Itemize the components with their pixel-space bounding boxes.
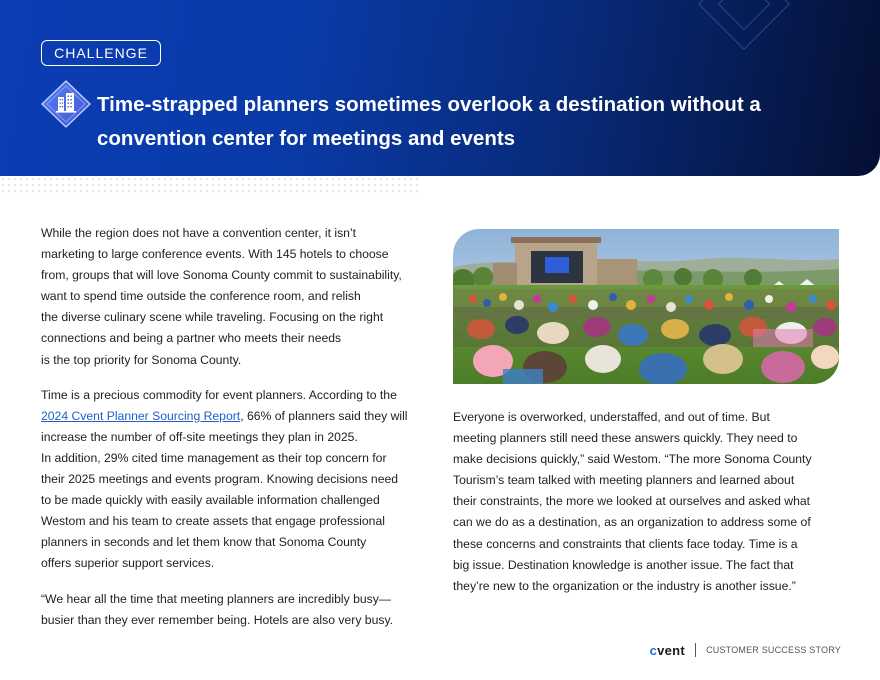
hero-banner bbox=[0, 0, 880, 176]
paragraph-intro bbox=[41, 223, 433, 371]
text-line: the diverse culinary scene while traveling. Focusing on the right bbox=[41, 310, 384, 325]
challenge-badge: CHALLENGE bbox=[41, 40, 161, 66]
footer-label: CUSTOMER SUCCESS STORY bbox=[706, 645, 841, 655]
text-line: Tourism’s team talked with meeting planners and learned about bbox=[453, 473, 795, 488]
text-line: can we do as a destination, as an organization to address some of bbox=[453, 515, 811, 530]
city-buildings-icon bbox=[41, 80, 91, 128]
text-line: want to spend time outside the conference room, and relish bbox=[41, 289, 361, 304]
page-headline: Time-strapped planners sometimes overlook a destination without a convention center for meetings and events bbox=[97, 93, 761, 150]
text-line: marketing to large conference events. With 145 hotels to choose bbox=[41, 247, 389, 262]
left-column bbox=[41, 223, 433, 631]
text-line: Westom and his team to create assets that engage professional bbox=[41, 514, 385, 529]
dot-pattern-decoration bbox=[0, 176, 420, 196]
text-line: In addition, 29% cited time management as their top concern for bbox=[41, 450, 387, 465]
text-line: busier than they ever remember being. Hotels are also very busy. bbox=[41, 612, 394, 627]
text-line: is the top priority for Sonoma County. bbox=[41, 352, 242, 367]
text-line: , 66% of planners said they will bbox=[240, 408, 408, 423]
footer-divider bbox=[695, 643, 696, 657]
text-line: their 2025 meetings and events program. Knowing decisions need bbox=[41, 472, 399, 487]
text-line: they’re new to the organization or the industry is another issue.” bbox=[453, 578, 796, 593]
text-line: their constraints, the more we looked at ourselves and asked what bbox=[453, 494, 811, 509]
text-line: big issue. Destination knowledge is another issue. The fact that bbox=[453, 557, 794, 572]
cvent-logo: cvent bbox=[649, 642, 686, 658]
text-line: While the region does not have a convention center, it isn’t bbox=[41, 226, 357, 240]
page-footer bbox=[650, 641, 841, 659]
right-column bbox=[453, 407, 845, 597]
paragraph-time-commodity bbox=[41, 385, 433, 575]
text-line: make decisions quickly,” said Westom. “The more Sonoma County bbox=[453, 452, 812, 467]
outdoor-concert-crowd-photo bbox=[453, 229, 839, 384]
text-line: planners in seconds and let them know that Sonoma County bbox=[41, 535, 367, 550]
text-line: Time is a precious commodity for event planners. According to the bbox=[41, 387, 397, 402]
text-line: these concerns and constraints that clients face today. Time is a bbox=[453, 536, 798, 551]
paragraph-quote-start bbox=[41, 589, 433, 631]
text-line: connections and being a partner who meets their needs bbox=[41, 331, 342, 346]
text-line: from, groups that will love Sonoma County commit to sustainability, bbox=[41, 268, 402, 283]
text-line: “We hear all the time that meeting planners are incredibly busy— bbox=[41, 591, 391, 606]
planner-sourcing-report-link[interactable]: 2024 Cvent Planner Sourcing Report bbox=[41, 408, 241, 423]
paragraph-quote-continued bbox=[453, 407, 845, 597]
text-line: increase the number of off-site meetings they plan in 2025. bbox=[41, 429, 358, 444]
text-line: Everyone is overworked, understaffed, and out of time. But bbox=[453, 410, 770, 424]
text-line: offers superior support services. bbox=[41, 556, 215, 571]
text-line: to be made quickly with easily available information challenged bbox=[41, 493, 380, 508]
text-line: meeting planners still need these answers quickly. They need to bbox=[453, 431, 798, 446]
diamond-pattern-decoration bbox=[650, 0, 840, 82]
